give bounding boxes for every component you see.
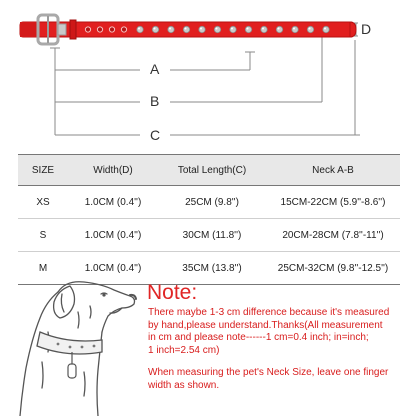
cell-width: 1.0CM (0.4'') [68, 252, 158, 285]
note-line: in cm and please note------1 cm=0.4 inch; in=inch; [148, 332, 369, 344]
collar-stud-highlight [324, 28, 326, 30]
table-row [18, 219, 400, 252]
table-header-row [18, 155, 400, 186]
collar-stud-highlight [262, 28, 264, 30]
note-title: Note: [147, 281, 198, 304]
collar-stud-highlight [138, 28, 140, 30]
collar-stud [214, 26, 220, 32]
collar-stud-highlight [309, 28, 311, 30]
cell-neck: 20CM-28CM (7.8''-11'') [266, 219, 400, 252]
dog-with-collar-icon [18, 272, 153, 416]
header-width: Width(D) [68, 155, 158, 186]
dimension-label-b: B [147, 94, 162, 108]
note-body [148, 307, 410, 357]
cell-width: 1.0CM (0.4'') [68, 219, 158, 252]
cell-width: 1.0CM (0.4'') [68, 186, 158, 219]
collar-stud [137, 26, 143, 32]
cell-total-length: 35CM (13.8'') [158, 252, 266, 285]
note-footer-line: width as shown. [148, 379, 220, 391]
collar-stud [183, 26, 189, 32]
collar-stud-highlight [185, 28, 187, 30]
collar-stud-highlight [293, 28, 295, 30]
collar-stud [292, 26, 298, 32]
collar-stud-highlight [278, 28, 280, 30]
note-line: There maybe 1-3 cm difference because it's measured [148, 307, 390, 318]
dog-collar [37, 332, 102, 378]
note-footer-line: When measuring the pet's Neck Size, leave one finger [148, 367, 389, 378]
collar-stud [323, 26, 329, 32]
collar-stud [245, 26, 251, 32]
cell-size: XS [18, 186, 68, 219]
cell-size: S [18, 219, 68, 252]
collar-diagram [0, 0, 416, 150]
dimension-label-d: D [361, 21, 372, 37]
header-neck: Neck A-B [266, 155, 400, 186]
collar-stud-highlight [154, 28, 156, 30]
cell-total-length: 25CM (9.8'') [158, 186, 266, 219]
collar-stud [152, 26, 158, 32]
collar-stud [261, 26, 267, 32]
dimension-label-c: C [147, 128, 163, 142]
dimension-lines [50, 23, 360, 135]
collar-stud [168, 26, 174, 32]
collar-stud [230, 26, 236, 32]
note-footer [148, 367, 410, 392]
collar-stud [199, 26, 205, 32]
cell-neck: 25CM-32CM (9.8''-12.5'') [266, 252, 400, 285]
collar-stud [307, 26, 313, 32]
collar-stud-highlight [216, 28, 218, 30]
collar-stud-highlight [169, 28, 171, 30]
collar-stud [276, 26, 282, 32]
note-line: 1 inch=2.54 cm) [148, 344, 220, 356]
table-row [18, 186, 400, 219]
size-table [18, 154, 400, 285]
dimension-label-a: A [147, 62, 162, 76]
header-total-length: Total Length(C) [158, 155, 266, 186]
note-line: by hand,please understand.Thanks(All measurement [148, 319, 383, 331]
collar-stud-highlight [200, 28, 202, 30]
collar-stud-highlight [247, 28, 249, 30]
cell-total-length: 30CM (11.8'') [158, 219, 266, 252]
header-size: SIZE [18, 155, 68, 186]
collar-stud-highlight [231, 28, 233, 30]
cell-neck: 15CM-22CM (5.9''-8.6'') [266, 186, 400, 219]
keeper-loop [70, 20, 76, 39]
cell-size: M [18, 252, 68, 285]
